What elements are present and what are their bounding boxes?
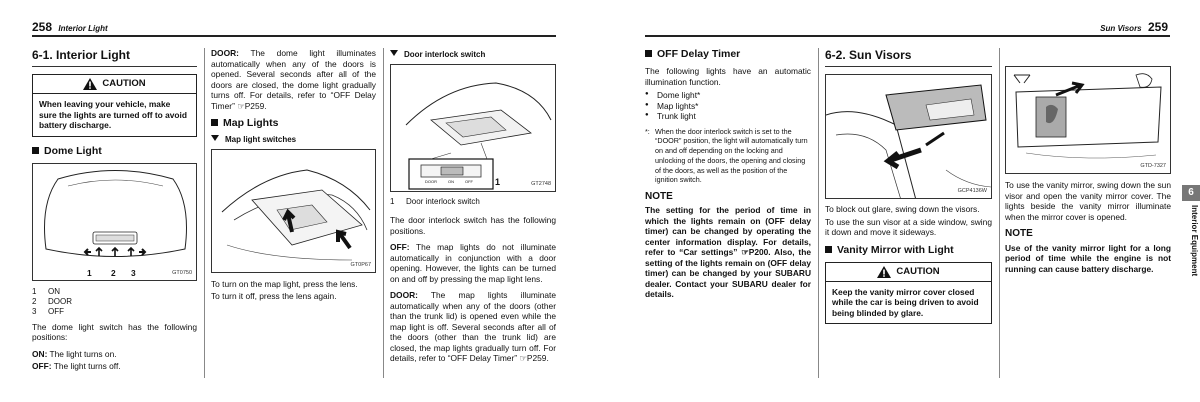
vanity-mirror-heading: Vanity Mirror with Light: [825, 244, 992, 257]
map-light-figure: [211, 149, 376, 273]
caution-label: CAUTION: [896, 265, 940, 277]
caution-box-battery: [32, 74, 197, 137]
switch-label-door: DOOR: [425, 179, 437, 184]
square-bullet-icon: [211, 119, 218, 126]
figure-callout-1: 1: [87, 267, 92, 278]
right-col-1: [645, 48, 811, 300]
dome-on-text: ON: The light turns on.: [32, 348, 117, 359]
door-interlock-illustration: [391, 65, 556, 192]
caution-label: CAUTION: [102, 78, 146, 90]
map-switches-heading: Map light switches: [211, 135, 376, 145]
sun-visor-text-2: To use the sun visor at a side window, swing it down and move it sideways.: [825, 216, 992, 237]
warning-icon: [877, 266, 891, 278]
note-text: Use of the vanity mirror light for a long period of time while the engine is not running can cause battery discharge.: [1005, 242, 1171, 274]
right-page-number: 259: [1147, 20, 1168, 34]
note-text: The setting for the period of time in which the lights remain on (OFF delay timer) can be changed by operating the center information display. For details, refer to “Car settings” ☞P200. Also, the setting of the lights remain on (OFF delay timer) can be changed by your SUBARU dealer. Contact your SUBARU dealer for details.: [645, 205, 811, 300]
column-divider: [383, 48, 384, 378]
column-divider: [999, 48, 1000, 378]
figure-code: GCP4136W: [957, 188, 987, 195]
list-item: ● Map lights*: [645, 101, 811, 112]
caution-text: Keep the vanity mirror cover closed while the car is being driven to avoid being blinded by glare.: [832, 286, 979, 318]
dome-light-illustration: [33, 164, 197, 281]
switch-label-on: ON: [448, 179, 454, 184]
map-off-text: To turn it off, press the lens again.: [211, 290, 337, 301]
figure-callout-3: 3: [131, 267, 136, 278]
right-running-title: Sun Visors: [1100, 24, 1142, 33]
map-light-illustration: [212, 150, 376, 273]
right-page-header: [1100, 20, 1168, 35]
off-delay-heading: OFF Delay Timer: [645, 48, 811, 61]
caution-box-mirror: [825, 262, 992, 325]
left-page-header: [32, 20, 108, 35]
section-title-interior-light: 6-1. Interior Light: [32, 48, 197, 67]
column-divider: [204, 48, 205, 378]
vanity-mirror-text: To use the vanity mirror, swing down the sun visor and open the vanity mirror cover. The lights beside the vanity mirror illuminate when the mirror cover is opened.: [1005, 180, 1171, 222]
legend-item: 2 DOOR: [32, 296, 72, 306]
left-col-3: [390, 50, 556, 370]
list-item: ● Dome light*: [645, 90, 811, 101]
sun-visor-text-1: To block out glare, swing down the visors.: [825, 204, 980, 214]
note-heading: NOTE: [1005, 228, 1033, 239]
map-lights-heading: Map Lights: [211, 117, 376, 130]
section-title-sun-visors: 6-2. Sun Visors: [825, 48, 992, 67]
legend-item: 3 OFF: [32, 306, 64, 316]
right-header-rule: [645, 35, 1170, 37]
legend-item: 1 ON: [32, 286, 60, 296]
chapter-tab-label: Interior Equipment: [1190, 205, 1199, 277]
dome-door-text: DOOR: The dome light illuminates automatically when any of the doors is opened. Several seconds after all of the doors are closed, the dome light gradually turns off. For details, refer to “OFF Delay Timer” ☞P259.: [211, 48, 376, 111]
list-item: ● Trunk light: [645, 111, 811, 122]
off-delay-intro: The following lights have an automatic illumination function.: [645, 66, 811, 87]
figure-callout-1: 1: [495, 177, 501, 187]
interlock-off-text: OFF: The map lights do not illuminate automatically in conjunction with a door opening. However, the lights can be turned on and off by pressing the map light lens.: [390, 242, 556, 284]
dome-legend: [32, 287, 197, 317]
off-delay-list: [645, 90, 811, 122]
dome-intro: The dome light switch has the following positions:: [32, 321, 197, 343]
sun-visor-illustration: [826, 75, 992, 199]
figure-code: GT0P67: [350, 262, 371, 269]
vanity-mirror-illustration: [1006, 67, 1171, 174]
door-interlock-heading: Door interlock switch: [390, 50, 556, 60]
square-bullet-icon: [32, 147, 39, 154]
footnote: *: When the door interlock switch is set to the “DOOR” position, the light will automatically turn on and off depending on the locking and unlocking of the doors, the opening and closing of the doors, as well as the position of the ignition switch.: [645, 126, 808, 185]
dome-light-heading: Dome Light: [32, 145, 197, 158]
figure-code: GTD-7327: [1140, 163, 1166, 170]
figure-code: GT2748: [531, 181, 551, 188]
caution-header: [826, 263, 991, 282]
left-page-number: 258: [32, 20, 53, 34]
square-bullet-icon: [825, 246, 832, 253]
map-on-text: To turn on the map light, press the lens.: [211, 279, 358, 290]
warning-icon: [83, 78, 97, 90]
door-interlock-figure: [390, 64, 556, 192]
caution-text: When leaving your vehicle, make sure the lights are turned off to avoid battery discharge.: [39, 99, 187, 130]
vanity-mirror-figure: [1005, 66, 1171, 174]
square-bullet-icon: [645, 50, 652, 57]
legend-item: 1 Door interlock switch: [390, 197, 480, 206]
interlock-intro: The door interlock switch has the following positions.: [390, 215, 556, 236]
switch-label-off: OFF: [465, 179, 473, 184]
caution-header: [33, 75, 196, 94]
triangle-bullet-icon: [390, 50, 398, 56]
figure-code: GT0750: [172, 269, 192, 276]
left-header-rule: [32, 35, 556, 37]
triangle-bullet-icon: [211, 135, 219, 141]
sun-visor-figure: [825, 74, 992, 199]
left-col-1: [32, 48, 197, 378]
chapter-tab-number: 6: [1182, 185, 1200, 201]
interlock-door-text: DOOR: The map lights illuminate automatically when any of the doors (other than the trunk lid) is opened even while the map light is off. Several seconds after all of the doors (other than the trunk lid) are closed, the map lights gradually turn off. For details, refer to “OFF Delay Timer” ☞P259.: [390, 290, 556, 363]
dome-light-figure: [32, 163, 197, 281]
left-running-title: Interior Light: [58, 24, 108, 33]
right-col-3: [1005, 66, 1171, 274]
left-col-2: [211, 48, 376, 307]
right-col-2: [825, 48, 992, 332]
column-divider: [818, 48, 819, 378]
dome-off-text: OFF: The light turns off.: [32, 361, 121, 372]
note-heading: NOTE: [645, 190, 673, 202]
figure-callout-2: 2: [111, 267, 116, 278]
